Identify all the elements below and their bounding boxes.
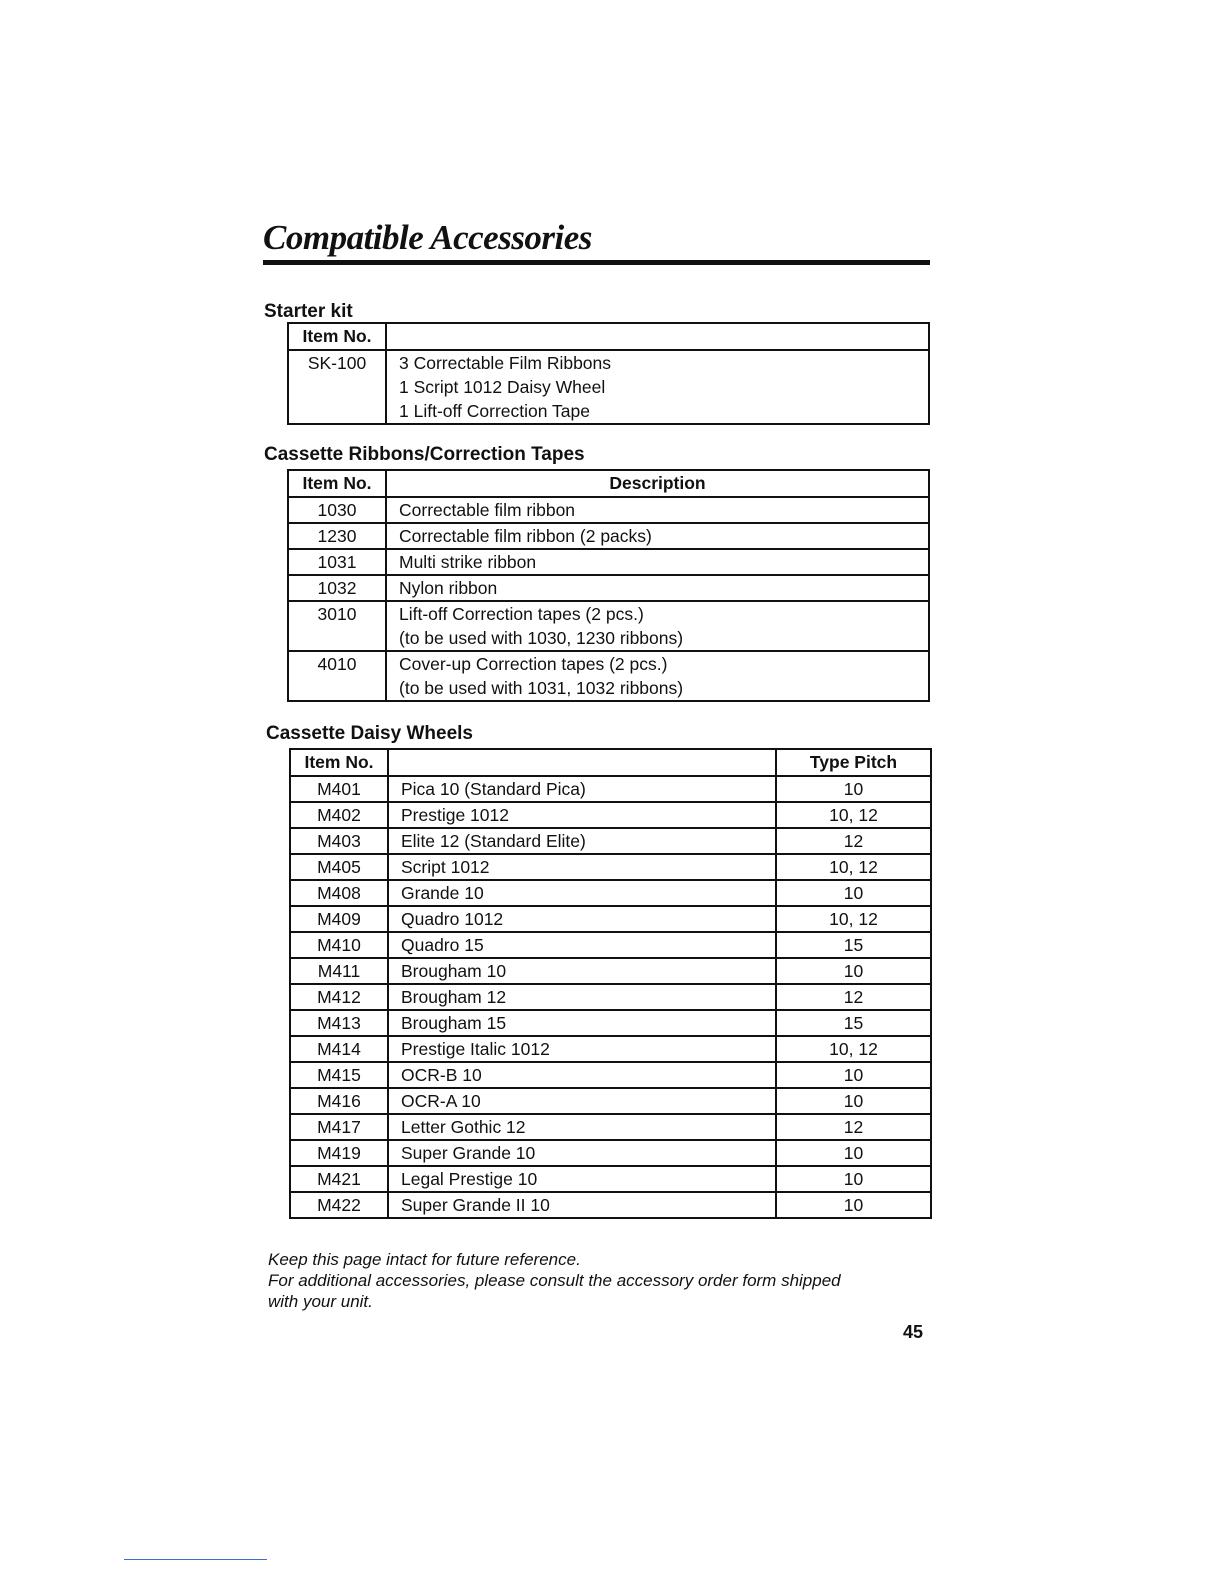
wheel-name: Brougham 15 (388, 1010, 776, 1036)
item-number: M405 (290, 854, 388, 880)
additional-note: For additional accessories, please consult the accessory order form shipped (268, 1271, 841, 1290)
starter-kit-col-item: Item No. (288, 323, 386, 350)
item-description (386, 523, 929, 549)
table-row (288, 575, 929, 601)
type-pitch: 10, 12 (776, 1036, 931, 1062)
item-number: 1031 (288, 549, 386, 575)
wheel-name: Elite 12 (Standard Elite) (388, 828, 776, 854)
table-row (290, 984, 931, 1010)
item-number: M415 (290, 1062, 388, 1088)
item-number: 1032 (288, 575, 386, 601)
type-pitch: 15 (776, 1010, 931, 1036)
type-pitch: 10 (776, 1192, 931, 1218)
wheels-body (290, 776, 931, 1218)
tapes-col-desc: Description (386, 470, 929, 497)
title-rule (263, 260, 930, 265)
table-row (290, 854, 931, 880)
table-row (288, 523, 929, 549)
table-row (288, 601, 929, 651)
kit-line: 3 Correctable Film Ribbons (399, 353, 612, 373)
starter-kit-col-desc (386, 323, 929, 350)
type-pitch: 10 (776, 776, 931, 802)
item-number: 3010 (288, 601, 386, 651)
wheel-name: Letter Gothic 12 (388, 1114, 776, 1140)
item-description (386, 651, 929, 701)
table-row (288, 350, 929, 424)
type-pitch: 10, 12 (776, 802, 931, 828)
item-number: M413 (290, 1010, 388, 1036)
description-line: Nylon ribbon (399, 578, 498, 598)
item-number: M416 (290, 1088, 388, 1114)
item-number: M421 (290, 1166, 388, 1192)
description-line: Correctable film ribbon (399, 500, 576, 520)
table-row (290, 1192, 931, 1218)
wheel-name: Brougham 12 (388, 984, 776, 1010)
wheel-name: Script 1012 (388, 854, 776, 880)
wheels-col-item: Item No. (290, 749, 388, 776)
type-pitch: 10 (776, 958, 931, 984)
table-row (290, 802, 931, 828)
wheel-name: OCR-B 10 (388, 1062, 776, 1088)
description-line: (to be used with 1031, 1032 ribbons) (399, 678, 684, 698)
table-row (290, 1036, 931, 1062)
type-pitch: 10, 12 (776, 906, 931, 932)
starter-kit-heading: Starter kit (264, 301, 353, 322)
wheel-name: Brougham 10 (388, 958, 776, 984)
wheel-name: Grande 10 (388, 880, 776, 906)
item-number: M403 (290, 828, 388, 854)
table-row (290, 828, 931, 854)
table-row (290, 1140, 931, 1166)
item-number: 4010 (288, 651, 386, 701)
description-line: Lift-off Correction tapes (2 pcs.) (399, 604, 644, 624)
wheels-heading: Cassette Daisy Wheels (266, 723, 473, 744)
item-number: M422 (290, 1192, 388, 1218)
wheel-name: Quadro 1012 (388, 906, 776, 932)
item-description (386, 497, 929, 523)
tapes-col-item: Item No. (288, 470, 386, 497)
type-pitch: 10 (776, 1140, 931, 1166)
table-row (290, 932, 931, 958)
item-description (386, 549, 929, 575)
type-pitch: 10 (776, 1062, 931, 1088)
kit-line: 1 Script 1012 Daisy Wheel (399, 377, 606, 397)
item-description (386, 601, 929, 651)
keep-note: Keep this page intact for future reference. (268, 1250, 581, 1269)
wheel-name: Prestige Italic 1012 (388, 1036, 776, 1062)
item-number: M411 (290, 958, 388, 984)
item-number: M417 (290, 1114, 388, 1140)
wheels-col-pitch: Type Pitch (776, 749, 931, 776)
tapes-body (288, 497, 929, 701)
item-number: M412 (290, 984, 388, 1010)
item-number: 1030 (288, 497, 386, 523)
wheel-name: OCR-A 10 (388, 1088, 776, 1114)
description-line: (to be used with 1030, 1230 ribbons) (399, 628, 684, 648)
type-pitch: 15 (776, 932, 931, 958)
type-pitch: 10 (776, 880, 931, 906)
item-number: 1230 (288, 523, 386, 549)
page-title: Compatible Accessories (263, 218, 592, 257)
table-row (290, 1010, 931, 1036)
item-number: M401 (290, 776, 388, 802)
wheel-name: Quadro 15 (388, 932, 776, 958)
type-pitch: 12 (776, 828, 931, 854)
table-row (290, 1114, 931, 1140)
wheel-name: Pica 10 (Standard Pica) (388, 776, 776, 802)
type-pitch: 12 (776, 984, 931, 1010)
starter-kit-table (287, 322, 930, 425)
table-row (290, 958, 931, 984)
wheels-col-desc (388, 749, 776, 776)
type-pitch: 12 (776, 1114, 931, 1140)
item-number: M419 (290, 1140, 388, 1166)
wheel-name: Super Grande II 10 (388, 1192, 776, 1218)
description-line: Multi strike ribbon (399, 552, 537, 572)
type-pitch: 10 (776, 1166, 931, 1192)
item-number: SK-100 (288, 350, 386, 424)
footer-line (124, 1559, 267, 1560)
description-line: Cover-up Correction tapes (2 pcs.) (399, 654, 668, 674)
table-row (290, 1062, 931, 1088)
table-row (290, 776, 931, 802)
table-row (288, 497, 929, 523)
tapes-heading: Cassette Ribbons/Correction Tapes (264, 444, 585, 465)
wheel-name: Prestige 1012 (388, 802, 776, 828)
page-number: 45 (903, 1322, 924, 1342)
item-description (386, 575, 929, 601)
wheels-table (289, 748, 932, 1219)
kit-line: 1 Lift-off Correction Tape (399, 401, 590, 421)
table-row (290, 1166, 931, 1192)
description-line: Correctable film ribbon (2 packs) (399, 526, 652, 546)
table-row (288, 651, 929, 701)
item-number: M409 (290, 906, 388, 932)
additional-note-cont: with your unit. (268, 1292, 373, 1311)
type-pitch: 10, 12 (776, 854, 931, 880)
table-row (290, 880, 931, 906)
type-pitch: 10 (776, 1088, 931, 1114)
wheel-name: Super Grande 10 (388, 1140, 776, 1166)
table-row (290, 1088, 931, 1114)
table-row (288, 549, 929, 575)
table-row (290, 906, 931, 932)
tapes-table (287, 469, 930, 702)
wheel-name: Legal Prestige 10 (388, 1166, 776, 1192)
item-number: M414 (290, 1036, 388, 1062)
item-number: M402 (290, 802, 388, 828)
item-number: M408 (290, 880, 388, 906)
item-number: M410 (290, 932, 388, 958)
kit-contents (386, 350, 929, 424)
